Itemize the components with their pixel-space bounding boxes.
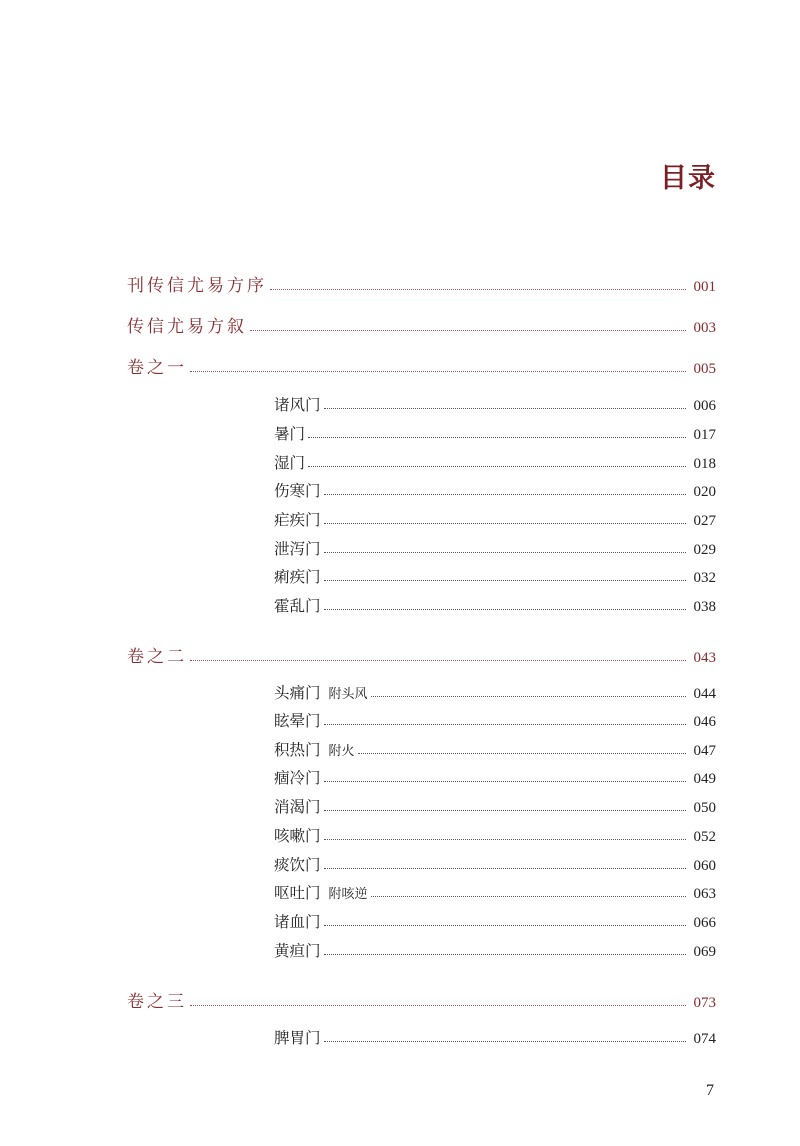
entry-label: 咳嗽门 <box>274 827 321 845</box>
toc-chapter-entry[interactable] <box>0 908 800 932</box>
entry-page-number: 066 <box>693 915 716 931</box>
entry-page-number: 018 <box>693 456 716 472</box>
toc-chapter-entry[interactable] <box>0 477 800 501</box>
dot-leader <box>190 371 686 372</box>
entry-page-number: 047 <box>693 743 716 759</box>
toc-chapter-entry[interactable] <box>0 449 800 473</box>
toc-section-entry[interactable] <box>0 643 800 667</box>
toc-chapter-entry[interactable] <box>0 563 800 587</box>
dot-leader <box>324 1041 686 1042</box>
entry-label: 霍乱门 <box>274 597 321 615</box>
entry-label: 积热门 <box>274 741 321 759</box>
entry-label: 刊传信尤易方序 <box>127 276 267 296</box>
entry-label: 诸血门 <box>274 913 321 931</box>
entry-label: 痢疾门 <box>274 568 321 586</box>
entry-label: 泄泻门 <box>274 540 321 558</box>
entry-page-number: 001 <box>693 279 716 295</box>
entry-label: 诸风门 <box>274 396 321 414</box>
entry-label: 传信尤易方叙 <box>127 317 247 337</box>
entry-note: 附咳逆 <box>328 887 368 902</box>
dot-leader <box>308 466 686 467</box>
toc-chapter-entry[interactable] <box>0 822 800 846</box>
entry-page-number: 073 <box>693 995 716 1011</box>
toc-chapter-entry[interactable] <box>0 764 800 788</box>
toc-chapter-entry[interactable] <box>0 937 800 961</box>
dot-leader <box>324 868 686 869</box>
dot-leader <box>371 896 686 897</box>
toc-chapter-entry[interactable] <box>0 420 800 444</box>
entry-page-number: 063 <box>693 886 716 902</box>
entry-page-number: 069 <box>693 944 716 960</box>
toc-chapter-entry[interactable] <box>0 391 800 415</box>
dot-leader <box>324 925 686 926</box>
entry-page-number: 049 <box>693 771 716 787</box>
dot-leader <box>324 954 686 955</box>
dot-leader <box>358 753 686 754</box>
entry-label: 眩晕门 <box>274 712 321 730</box>
dot-leader <box>190 1005 686 1006</box>
dot-leader <box>308 437 686 438</box>
toc-chapter-entry[interactable] <box>0 793 800 817</box>
entry-page-number: 029 <box>693 542 716 558</box>
toc-section-entry[interactable] <box>0 272 800 296</box>
entry-page-number: 044 <box>693 686 716 702</box>
entry-label: 伤寒门 <box>274 482 321 500</box>
dot-leader <box>324 408 686 409</box>
entry-page-number: 060 <box>693 858 716 874</box>
entry-label: 卷之二 <box>127 647 187 667</box>
entry-page-number: 017 <box>693 427 716 443</box>
dot-leader <box>324 781 686 782</box>
entry-label: 痼冷门 <box>274 769 321 787</box>
entry-label: 消渴门 <box>274 798 321 816</box>
entry-label: 脾胃门 <box>274 1029 321 1047</box>
entry-label: 湿门 <box>274 454 306 472</box>
entry-label: 痰饮门 <box>274 856 321 874</box>
dot-leader <box>324 494 686 495</box>
dot-leader <box>190 660 686 661</box>
toc-chapter-entry[interactable] <box>0 535 800 559</box>
entry-label: 卷之三 <box>127 992 187 1012</box>
dot-leader <box>324 552 686 553</box>
entry-label: 黄疸门 <box>274 942 321 960</box>
toc-section-entry[interactable] <box>0 988 800 1012</box>
page-number: 7 <box>706 1082 714 1099</box>
entry-page-number: 052 <box>693 829 716 845</box>
entry-label: 疟疾门 <box>274 511 321 529</box>
toc-chapter-entry[interactable] <box>0 707 800 731</box>
toc-chapter-entry[interactable] <box>0 679 800 703</box>
entry-label: 呕吐门 <box>274 884 321 902</box>
entry-page-number: 003 <box>693 320 716 336</box>
toc-section-entry[interactable] <box>0 354 800 378</box>
dot-leader <box>324 810 686 811</box>
dot-leader <box>324 609 686 610</box>
toc-chapter-entry[interactable] <box>0 879 800 903</box>
toc-chapter-entry[interactable] <box>0 1024 800 1048</box>
entry-page-number: 050 <box>693 800 716 816</box>
entry-label: 头痛门 <box>274 684 321 702</box>
toc-chapter-entry[interactable] <box>0 851 800 875</box>
entry-page-number: 032 <box>693 570 716 586</box>
entry-page-number: 005 <box>693 361 716 377</box>
entry-note: 附头风 <box>328 687 368 702</box>
dot-leader <box>270 289 686 290</box>
entry-page-number: 006 <box>693 398 716 414</box>
entry-page-number: 074 <box>693 1031 716 1047</box>
entry-page-number: 020 <box>693 484 716 500</box>
page-title: 目录 <box>660 163 716 194</box>
toc-chapter-entry[interactable] <box>0 592 800 616</box>
dot-leader <box>324 839 686 840</box>
toc-chapter-entry[interactable] <box>0 736 800 760</box>
toc-chapter-entry[interactable] <box>0 506 800 530</box>
dot-leader <box>324 724 686 725</box>
dot-leader <box>324 523 686 524</box>
dot-leader <box>371 696 686 697</box>
entry-label: 暑门 <box>274 425 306 443</box>
entry-note: 附火 <box>328 744 355 759</box>
toc-section-entry[interactable] <box>0 313 800 337</box>
entry-page-number: 038 <box>693 599 716 615</box>
dot-leader <box>250 330 686 331</box>
entry-page-number: 046 <box>693 714 716 730</box>
dot-leader <box>324 580 686 581</box>
entry-label: 卷之一 <box>127 358 187 378</box>
entry-page-number: 043 <box>693 650 716 666</box>
entry-page-number: 027 <box>693 513 716 529</box>
